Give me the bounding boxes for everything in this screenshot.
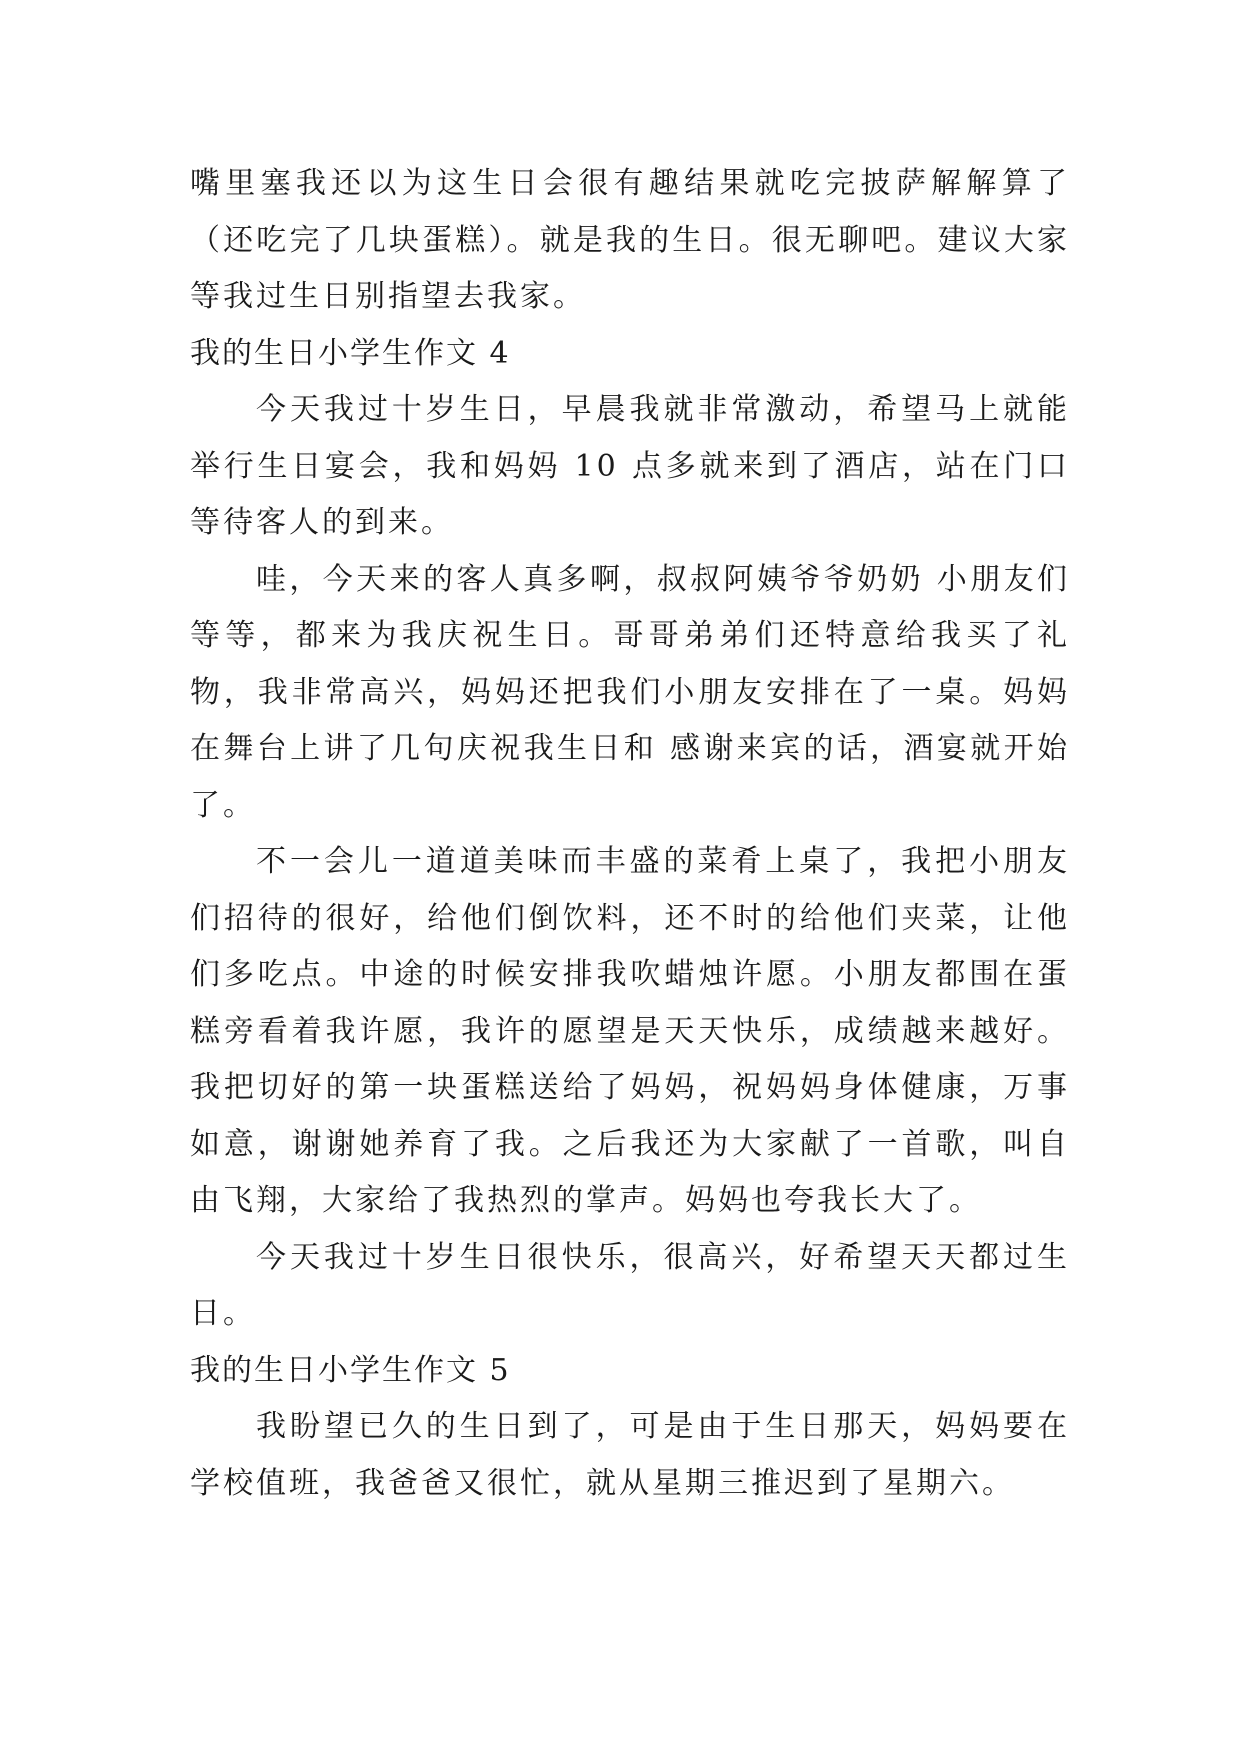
essay-5-paragraph-1: 我盼望已久的生日到了，可是由于生日那天，妈妈要在学校值班，我爸爸又很忙，就从星期三推迟到了星期六。	[190, 1409, 1070, 1501]
document-body	[190, 156, 1070, 1512]
essay-4-paragraph-1: 今天我过十岁生日，早晨我就非常激动，希望马上就能举行生日宴会，我和妈妈 10 点多就来到了酒店，站在门口等待客人的到来。	[190, 392, 1070, 540]
paragraph-continuation: 嘴里塞我还以为这生日会很有趣结果就吃完披萨解解算了（还吃完了几块蛋糕）。就是我的生日。很无聊吧。建议大家等我过生日别指望去我家。	[190, 166, 1070, 314]
essay-heading-5: 我的生日小学生作文 5	[190, 1352, 511, 1388]
essay-4-paragraph-3: 不一会儿一道道美味而丰盛的菜肴上桌了，我把小朋友们招待的很好，给他们倒饮料，还不时的给他们夹菜，让他们多吃点。中途的时候安排我吹蜡烛许愿。小朋友都围在蛋糕旁看着我许愿，我许的愿望是天天快乐，成绩越来越好。我把切好的第一块蛋糕送给了妈妈，祝妈妈身体健康，万事如意，谢谢她养育了我。之后我还为大家献了一首歌，叫自由飞翔，大家给了我热烈的掌声。妈妈也夸我长大了。	[190, 844, 1070, 1218]
essay-4-paragraph-4: 今天我过十岁生日很快乐，很高兴，好希望天天都过生日。	[190, 1239, 1070, 1331]
essay-heading-4: 我的生日小学生作文 4	[190, 335, 511, 371]
essay-4-paragraph-2: 哇，今天来的客人真多啊，叔叔阿姨爷爷奶奶 小朋友们等等，都来为我庆祝生日。哥哥弟弟们还特意给我买了礼物，我非常高兴，妈妈还把我们小朋友安排在了一桌。妈妈在舞台上讲了几句庆祝我生日和 感谢来宾的话，酒宴就开始了。	[190, 561, 1070, 823]
